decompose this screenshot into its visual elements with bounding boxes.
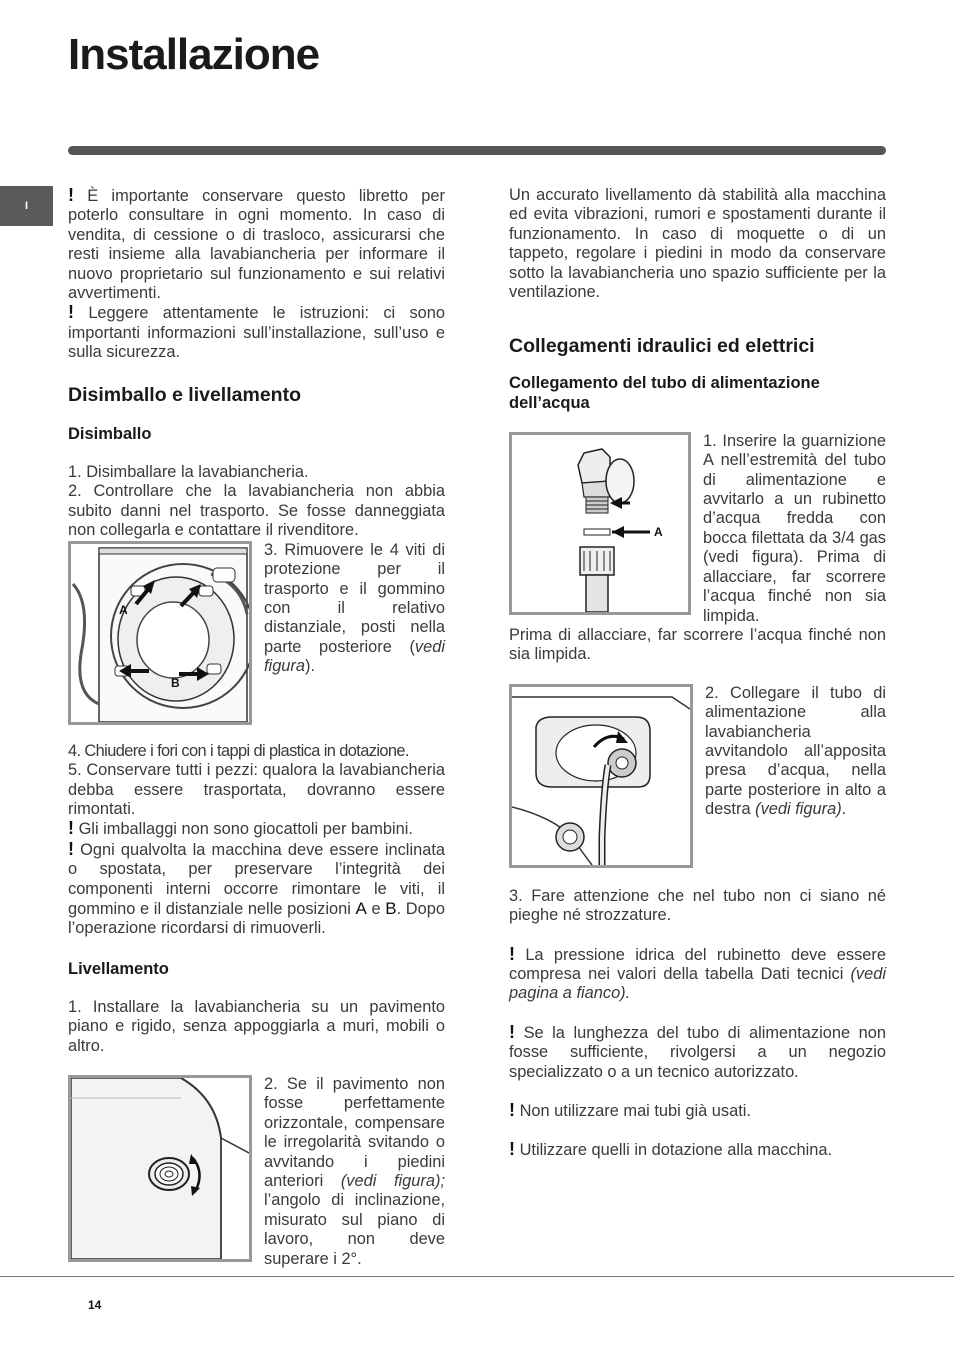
intro-paragraph-2: ! Leggere attentamente le istruzioni: ci sono importanti informazioni sull’installazione, sull’uso e sulla sicurezza. bbox=[68, 302, 446, 362]
level-step-1: 1. Installare la lavabiancheria su un pavimento piano e rigido, senza appoggiarla a muri, mobili o altro. bbox=[68, 997, 445, 1055]
warning-packaging: ! Gli imballaggi non sono giocattoli per bambini. bbox=[68, 818, 413, 839]
warning-used-hoses: ! Non utilizzare mai tubi già usati. bbox=[509, 1099, 751, 1120]
section-heading-collegamenti: Collegamenti idraulici ed elettrici bbox=[509, 335, 815, 358]
language-tab: I bbox=[0, 186, 53, 226]
connect-step-3: 3. Fare attenzione che nel tubo non ci siano né pieghe né strozzature. bbox=[509, 886, 886, 925]
subheading-tubo: Collegamento del tubo di alimentazione dell’acqua bbox=[509, 373, 820, 412]
step-5: 5. Conservare tutti i pezzi: qualora la lavabiancheria debba essere trasportata, dovranno essere rimontati. bbox=[68, 761, 445, 818]
washer-back-illustration bbox=[71, 544, 249, 722]
tap-connection-figure bbox=[509, 432, 691, 615]
warning-mark: ! bbox=[68, 185, 74, 205]
step-1: 1. Disimballare la lavabiancheria. bbox=[68, 463, 309, 482]
connect-step-1: 1. Inserire la guarnizione A nell’estremità del tubo di alimentazione e avvitarlo a un rubinetto d’acqua fredda con bocca filettata da 3/4 gas (vedi figura). Prima di allacciare, far scorrere l’acqua finché non sia limpida. bbox=[703, 431, 886, 625]
figure-label-a: A bbox=[654, 524, 663, 539]
tap-gasket-illustration bbox=[512, 435, 688, 612]
connect-step-2: 2. Collegare il tubo di alimentazione alla lavabiancheria avvitandolo all’apposita presa d’acqua, nella parte posteriore in alto a destra (vedi figura). bbox=[705, 683, 886, 819]
intro-paragraph-1: ! È importante conservare questo libretto per poterlo consultare in ogni momento. In caso di vendita, di cessione o di trasloco, assicurarsi che resti insieme alla lavabiancheria per informare il nuovo proprietario sul funzionamento e sui relativi avvertimenti. bbox=[68, 185, 445, 303]
warning-tilt: ! Ogni qualvolta la macchina deve essere inclinata o spostata, per preservare l’integrità dei componenti interni occorre rimontare le viti, il gommino e il distanziale nelle posizioni A e B. Dopo l’operazione ricordarsi di rimuoverli. bbox=[68, 838, 445, 938]
section-heading-disimballo-livellamento: Disimballo e livellamento bbox=[68, 383, 301, 406]
washer-foot-illustration bbox=[71, 1078, 249, 1259]
warning-supplied-hoses: ! Utilizzare quelli in dotazione alla macchina. bbox=[509, 1139, 833, 1160]
foot-leveling-figure bbox=[68, 1075, 252, 1262]
warning-mark: ! bbox=[68, 302, 74, 323]
page-number: 14 bbox=[88, 1298, 102, 1312]
step-4: 4. Chiudere i fori con i tappi di plastica in dotazione. bbox=[68, 741, 409, 760]
footer-rule bbox=[0, 1276, 954, 1277]
figure-label-a: A bbox=[119, 602, 128, 617]
figure-label-b: B bbox=[171, 675, 180, 690]
subheading-livellamento: Livellamento bbox=[68, 959, 169, 978]
warning-hose-length: ! Se la lunghezza del tubo di alimentazione non fosse sufficiente, rivolgersi a un negozio specializzato o a un tecnico autorizzato. bbox=[509, 1021, 886, 1081]
subheading-disimballo: Disimballo bbox=[68, 425, 152, 444]
warning-pressure: ! La pressione idrica del rubinetto deve essere compresa nei valori della tabella Dati tecnici (vedi pagina a fianco). bbox=[509, 943, 886, 1003]
title-rule bbox=[68, 146, 886, 155]
back-panel-figure bbox=[68, 541, 252, 725]
connect-step-1b: Prima di allacciare, far scorrere l’acqua finché non sia limpida. bbox=[509, 625, 886, 664]
page-title: Installazione bbox=[68, 30, 320, 79]
step-2: 2. Controllare che la lavabiancheria non abbia subito danni nel trasporto. Se fosse danneggiata non collegarla e contattare il rivenditore. bbox=[68, 482, 445, 540]
hose-inlet-illustration bbox=[512, 687, 690, 865]
level-step-2: 2. Se il pavimento non fosse perfettamente orizzontale, compensare le irregolarità svitando o avvitando i piedini anteriori (vedi figura); l’angolo di inclinazione, misurato sul piano di lavoro, non deve superare i 2°. bbox=[264, 1074, 445, 1268]
step-3: 3. Rimuovere le 4 viti di protezione per il trasporto e il gommino con il relativo distanziale, posti nella parte posteriore (vedi figura). bbox=[264, 540, 445, 676]
right-column bbox=[509, 186, 886, 1161]
left-column bbox=[68, 186, 445, 1269]
leveling-paragraph: Un accurato livellamento dà stabilità alla macchina ed evita vibrazioni, rumori e spostamenti durante il funzionamento. In caso di moquette o di un tappeto, regolare i piedini in modo da conservare sotto la lavabiancheria uno spazio sufficiente per la ventilazione. bbox=[509, 186, 886, 302]
hose-inlet-figure bbox=[509, 684, 693, 868]
